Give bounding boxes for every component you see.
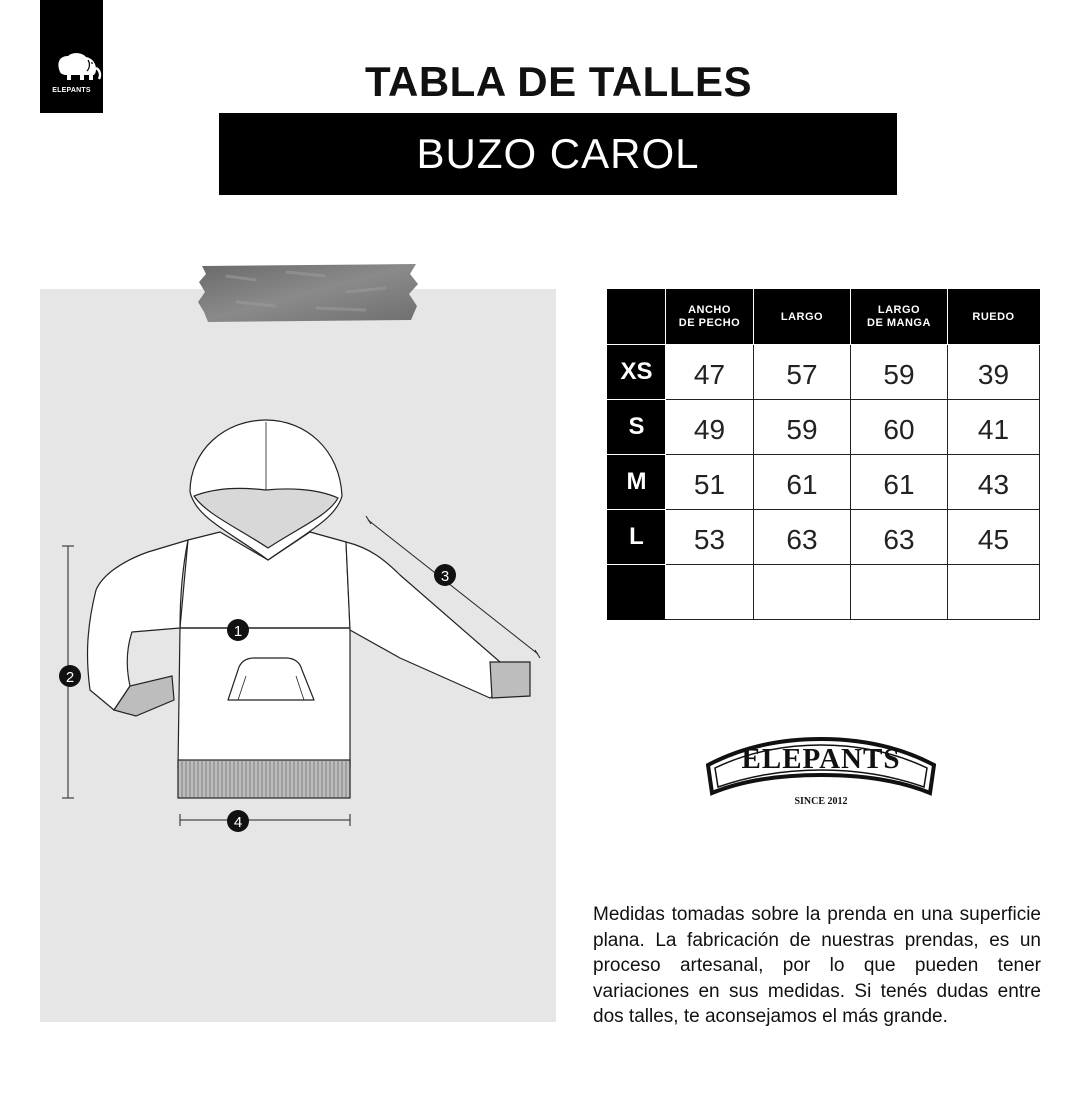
table-row — [608, 400, 1040, 455]
table-cell: 49 — [666, 400, 754, 455]
table-cell: 39 — [948, 345, 1040, 400]
size-label — [608, 565, 666, 620]
size-label: XS — [608, 345, 666, 400]
table-cell: 59 — [754, 400, 851, 455]
column-header: LARGO DE MANGA — [851, 290, 948, 345]
product-name: BUZO CAROL — [416, 130, 700, 177]
size-table — [607, 289, 1040, 620]
table-cell: 43 — [948, 455, 1040, 510]
svg-text:1: 1 — [233, 623, 243, 640]
size-label: L — [608, 510, 666, 565]
table-cell: 61 — [851, 455, 948, 510]
table-cell: 63 — [851, 510, 948, 565]
table-cell: 45 — [948, 510, 1040, 565]
marker-1 — [227, 619, 249, 641]
marker-2 — [59, 665, 81, 687]
table-cell — [851, 565, 948, 620]
svg-text:3: 3 — [440, 568, 450, 585]
table-row — [608, 345, 1040, 400]
table-cell: 60 — [851, 400, 948, 455]
svg-text:2: 2 — [65, 669, 75, 686]
subtitle-bar — [219, 113, 897, 195]
hoodie-diagram — [40, 400, 556, 850]
page-title: TABLA DE TALLES — [364, 58, 753, 105]
brand-logo — [40, 0, 103, 113]
size-label: M — [608, 455, 666, 510]
marker-3 — [434, 564, 456, 586]
table-header-row — [608, 290, 1040, 345]
table-row — [608, 510, 1040, 565]
table-cell — [666, 565, 754, 620]
marker-4 — [227, 810, 249, 832]
table-cell — [948, 565, 1040, 620]
svg-text:4: 4 — [233, 814, 243, 831]
table-cell: 53 — [666, 510, 754, 565]
table-row — [608, 455, 1040, 510]
measurement-notes: Medidas tomadas sobre la prenda en una superficie plana. La fabricación de nuestras prendas, es un proceso artesanal, por lo que pueden tener variaciones en sus medidas. Si tenés dudas entre dos talles, te aconsejamos el más grande. — [593, 904, 1041, 1027]
table-cell: 47 — [666, 345, 754, 400]
table-cell: 57 — [754, 345, 851, 400]
logo-text: ELEPANTS — [52, 87, 91, 94]
table-cell — [754, 565, 851, 620]
table-cell: 51 — [666, 455, 754, 510]
table-cell: 59 — [851, 345, 948, 400]
table-cell: 63 — [754, 510, 851, 565]
column-header: RUEDO — [948, 290, 1040, 345]
size-label: S — [608, 400, 666, 455]
tape-decoration — [196, 262, 421, 322]
badge-text: ELEPANTS — [741, 743, 901, 775]
column-header: LARGO — [754, 290, 851, 345]
column-header — [608, 290, 666, 345]
column-header: ANCHO DE PECHO — [666, 290, 754, 345]
table-cell: 61 — [754, 455, 851, 510]
elephant-icon — [40, 0, 103, 90]
table-cell: 41 — [948, 400, 1040, 455]
table-row — [608, 565, 1040, 620]
brand-badge — [706, 735, 936, 809]
badge-since: SINCE 2012 — [794, 796, 848, 807]
